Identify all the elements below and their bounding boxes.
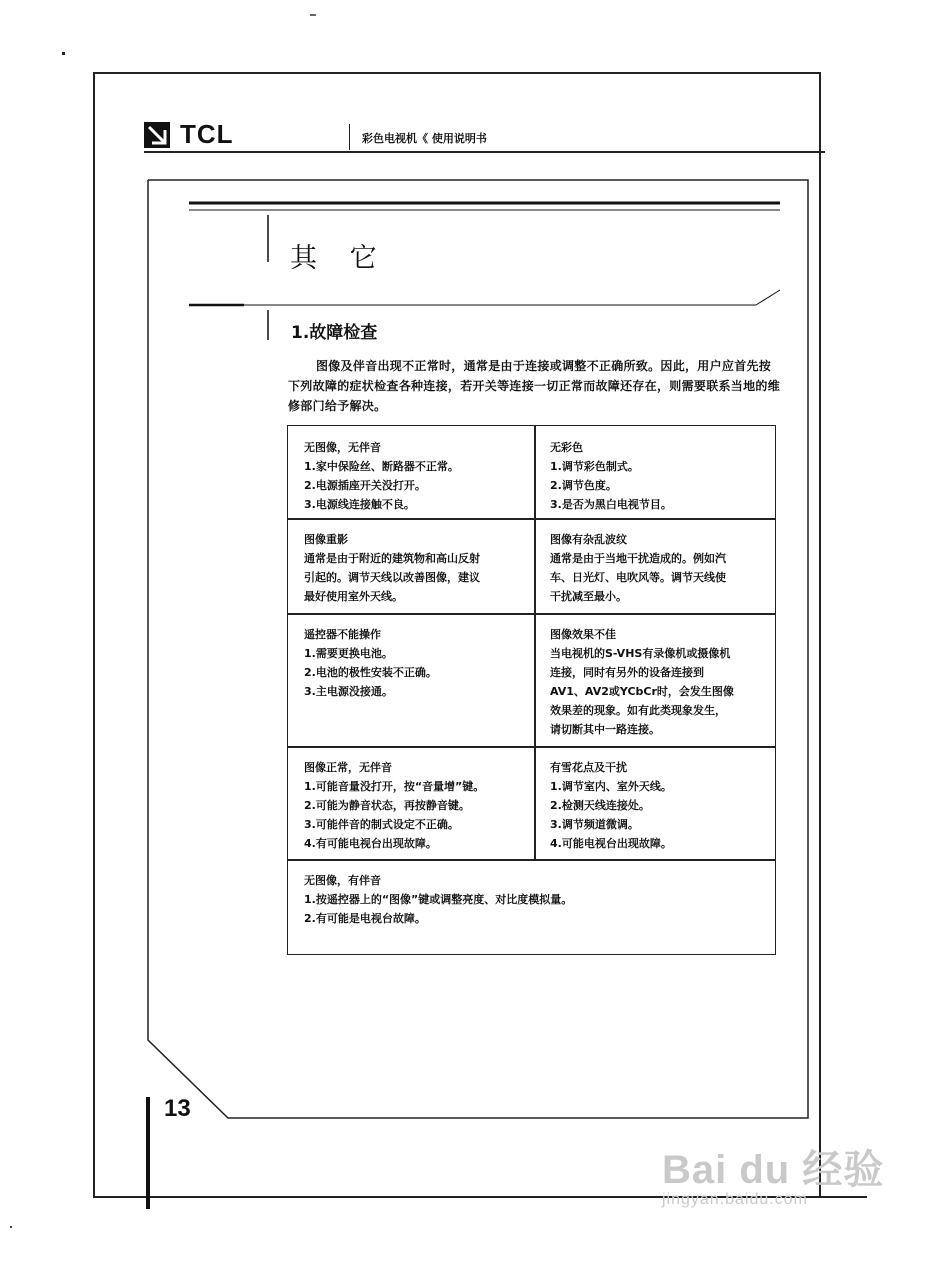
scan-speck [10, 1226, 12, 1228]
trouble-line: 请切断其中一路连接。 [550, 723, 660, 736]
trouble-line: 2.可能为静音状态，再按静音键。 [304, 799, 470, 812]
troubleshooting-table [287, 425, 776, 955]
intro-paragraph: 图像及伴音出现不正常时，通常是由于连接或调整不正确所致。因此，用户应首先按下列故障的症状检查各种连接，若开关等连接一切正常而故障还存在，则需要联系当地的维修部门给予解决。 [288, 359, 781, 413]
trouble-cell-no-color [534, 430, 777, 518]
trouble-line: 2.电源插座开关没打开。 [304, 479, 426, 492]
trouble-title: 无彩色 [550, 441, 583, 454]
grid-row-divider [288, 613, 775, 615]
trouble-line: 通常是由于附近的建筑物和高山反射 [304, 552, 480, 565]
trouble-line: 1.需要更换电池。 [304, 647, 393, 660]
trouble-cell-no-picture-no-sound [288, 430, 534, 518]
trouble-line: 3.可能伴音的制式设定不正确。 [304, 818, 459, 831]
trouble-line: 2.电池的极性安装不正确。 [304, 666, 437, 679]
trouble-line: 通常是由于当地干扰造成的。例如汽 [550, 552, 726, 565]
trouble-line: 3.是否为黑白电视节目。 [550, 498, 672, 511]
scan-speck [62, 52, 65, 55]
trouble-line: 1.按遥控器上的“图像”键或调整亮度、对比度模拟量。 [304, 893, 573, 906]
trouble-line: 当电视机的S-VHS有录像机或摄像机 [550, 647, 731, 660]
trouble-title: 图像效果不佳 [550, 628, 616, 641]
trouble-cell-picture-no-sound [288, 750, 534, 857]
trouble-cell-ghosting [288, 522, 534, 610]
trouble-cell-poor-picture [534, 617, 777, 743]
baidu-jingyan-watermark [662, 1138, 884, 1209]
grid-row-divider [288, 859, 775, 861]
trouble-line: 最好使用室外天线。 [304, 590, 403, 603]
trouble-line: 3.主电源没接通。 [304, 685, 393, 698]
watermark-logo-text: Bai du 经验 [662, 1148, 885, 1192]
section-title: 其 它 [290, 243, 389, 274]
page-number: 13 [164, 1095, 191, 1122]
trouble-title: 图像有杂乱波纹 [550, 533, 627, 546]
trouble-cell-snow-interference [534, 750, 777, 857]
grid-row-divider [288, 518, 775, 520]
trouble-line: 1.调节彩色制式。 [550, 460, 639, 473]
trouble-line: 1.可能音量没打开，按“音量增”键。 [304, 780, 485, 793]
trouble-line: 2.有可能是电视台故障。 [304, 912, 426, 925]
trouble-title: 遥控器不能操作 [304, 628, 381, 641]
document-title: 彩色电视机《 使用说明书 [362, 132, 487, 145]
trouble-line: 4.有可能电视台出现故障。 [304, 837, 437, 850]
trouble-line: 1.家中保险丝、断路器不正常。 [304, 460, 459, 473]
trouble-title: 有雪花点及干扰 [550, 761, 627, 774]
brand-name: TCL [180, 119, 234, 149]
trouble-line: AV1、AV2或YCbCr时，会发生图像 [550, 685, 734, 698]
trouble-cell-interference-ripple [534, 522, 777, 610]
trouble-cell-no-picture-with-sound [288, 863, 777, 932]
trouble-title: 无图像，有伴音 [304, 874, 381, 887]
trouble-title: 无图像，无伴音 [304, 441, 381, 454]
watermark-url: jingyan.baidu.com [662, 1191, 808, 1208]
troubleshooting-heading: 1.故障检查 [291, 323, 378, 343]
trouble-cell-remote-not-working [288, 617, 534, 705]
trouble-line: 效果差的现象。如有此类现象发生， [550, 704, 726, 717]
trouble-line: 干扰减至最小。 [550, 590, 627, 603]
trouble-line: 1.调节室内、室外天线。 [550, 780, 672, 793]
grid-row-divider [288, 746, 775, 748]
trouble-title: 图像正常，无伴音 [304, 761, 392, 774]
trouble-line: 车、日光灯、电吹风等。调节天线使 [550, 571, 726, 584]
scan-speck [310, 14, 316, 16]
trouble-title: 图像重影 [304, 533, 348, 546]
trouble-line: 连接，同时有另外的设备连接到 [550, 666, 704, 679]
trouble-line: 引起的。调节天线以改善图像，建议 [304, 571, 480, 584]
page-number-bar [146, 1097, 150, 1209]
trouble-line: 4.可能电视台出现故障。 [550, 837, 672, 850]
trouble-line: 3.调节频道微调。 [550, 818, 639, 831]
trouble-line: 2.检测天线连接处。 [550, 799, 650, 812]
trouble-line: 2.调节色度。 [550, 479, 617, 492]
trouble-line: 3.电源线连接触不良。 [304, 498, 415, 511]
